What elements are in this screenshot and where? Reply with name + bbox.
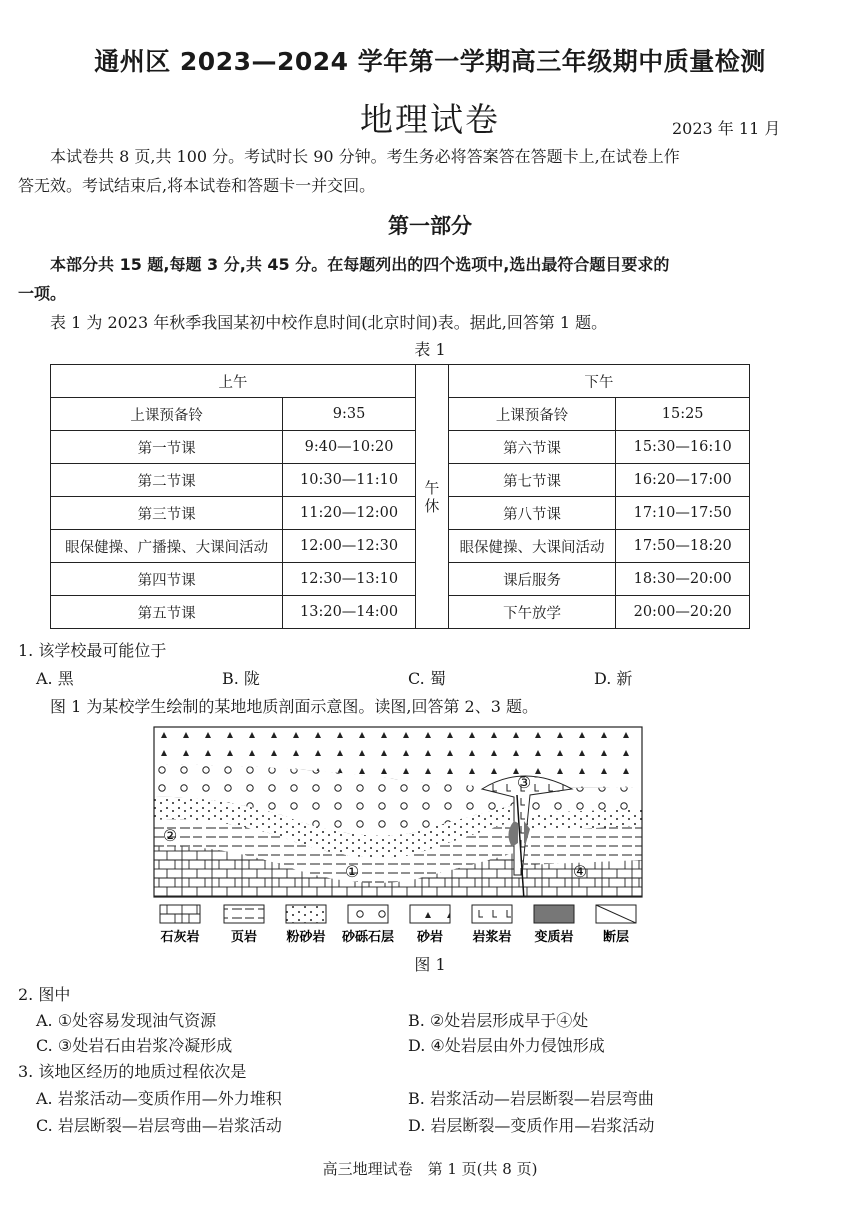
legend-siltstone-label: 粉砂岩 <box>286 930 326 945</box>
afternoon-time: 15:25 <box>616 398 750 431</box>
page-footer: 高三地理试卷 第 1 页(共 8 页) <box>322 1160 538 1178</box>
table-header-row <box>51 365 750 398</box>
morning-time: 11:20—12:00 <box>283 497 416 530</box>
afternoon-header: 下午 <box>448 365 749 398</box>
exam-date: 2023 年 11 月 <box>672 119 781 138</box>
q3-option-d: D. 岩层断裂—变质作用—岩浆活动 <box>408 1116 655 1135</box>
q1-option-c: C. 蜀 <box>408 669 446 688</box>
q1-stem: 1. 该学校最可能位于 <box>18 641 167 660</box>
morning-item: 第五节课 <box>51 596 283 629</box>
morning-item: 第三节课 <box>51 497 283 530</box>
instructions-line-1: 本试卷共 8 页,共 100 分。考试时长 90 分钟。考生务必将答案答在答题卡上,在试卷上作 <box>50 147 680 166</box>
label-4: ④ <box>572 862 588 881</box>
legend-metamorphic-label: 变质岩 <box>534 930 574 945</box>
q3-stem: 3. 该地区经历的地质过程依次是 <box>18 1062 247 1081</box>
afternoon-time: 20:00—20:20 <box>616 596 750 629</box>
afternoon-time: 16:20—17:00 <box>616 464 750 497</box>
table-row <box>51 398 750 431</box>
legend-fault-label: 断层 <box>602 930 630 945</box>
table-row <box>51 431 750 464</box>
legend-limestone-label: 石灰岩 <box>160 930 200 945</box>
figure-caption: 图 1 <box>414 955 446 974</box>
afternoon-time: 17:50—18:20 <box>616 530 750 563</box>
noon-label: 午休 <box>424 478 440 515</box>
label-2: ② <box>162 826 178 845</box>
table-row <box>51 596 750 629</box>
table-row <box>51 464 750 497</box>
morning-item: 第四节课 <box>51 563 283 596</box>
table-row <box>51 497 750 530</box>
afternoon-item: 眼保健操、大课间活动 <box>448 530 615 563</box>
q3-option-a: A. 岩浆活动—变质作用—外力堆积 <box>36 1089 282 1108</box>
legend-shale-label: 页岩 <box>230 930 258 945</box>
legend-gravel-label: 砂砾石层 <box>341 930 395 945</box>
q2-option-d: D. ④处岩层由外力侵蚀形成 <box>408 1036 605 1055</box>
legend-siltstone-swatch <box>286 905 326 923</box>
figure-intro: 图 1 为某校学生绘制的某地地质剖面示意图。读图,回答第 2、3 题。 <box>50 697 538 716</box>
q3-option-c: C. 岩层断裂—岩层弯曲—岩浆活动 <box>36 1116 282 1135</box>
schedule-table <box>50 364 750 629</box>
afternoon-item: 下午放学 <box>448 596 615 629</box>
shale-layer-right <box>524 825 642 865</box>
afternoon-time: 17:10—17:50 <box>616 497 750 530</box>
instructions-line-2: 答无效。考试结束后,将本试卷和答题卡一并交回。 <box>18 176 376 195</box>
q1-option-d: D. 新 <box>594 669 633 688</box>
geologic-section-figure <box>152 725 648 947</box>
table-caption: 表 1 <box>414 340 446 359</box>
morning-item: 上课预备铃 <box>51 398 283 431</box>
table-row <box>51 563 750 596</box>
q2-stem: 2. 图中 <box>18 985 71 1004</box>
legend-igneous-label: 岩浆岩 <box>472 930 512 945</box>
afternoon-item: 第八节课 <box>448 497 615 530</box>
legend-metamorphic-swatch <box>534 905 574 923</box>
q1-option-b: B. 陇 <box>222 669 260 688</box>
morning-item: 眼保健操、广播操、大课间活动 <box>51 530 283 563</box>
morning-item: 第二节课 <box>51 464 283 497</box>
afternoon-item: 课后服务 <box>448 563 615 596</box>
subject-title: 地理试卷 <box>360 100 500 139</box>
part-intro-line-1: 本部分共 15 题,每题 3 分,共 45 分。在每题列出的四个选项中,选出最符合题目要求的 <box>50 255 670 274</box>
table-intro: 表 1 为 2023 年秋季我国某初中校作息时间(北京时间)表。据此,回答第 1 题。 <box>50 313 608 332</box>
morning-time: 9:35 <box>283 398 416 431</box>
afternoon-time: 18:30—20:00 <box>616 563 750 596</box>
legend-sandstone-label: 砂岩 <box>416 930 444 945</box>
figure-legend <box>160 905 636 945</box>
label-1: ① <box>344 862 360 881</box>
morning-time: 9:40—10:20 <box>283 431 416 464</box>
q1-option-a: A. 黑 <box>36 669 74 688</box>
noon-break-cell <box>415 365 448 629</box>
morning-time: 12:30—13:10 <box>283 563 416 596</box>
afternoon-item: 第七节课 <box>448 464 615 497</box>
q3-option-b: B. 岩浆活动—岩层断裂—岩层弯曲 <box>408 1089 654 1108</box>
morning-header: 上午 <box>51 365 416 398</box>
afternoon-item: 第六节课 <box>448 431 615 464</box>
q2-option-c: C. ③处岩石由岩浆冷凝形成 <box>36 1036 233 1055</box>
morning-time: 12:00—12:30 <box>283 530 416 563</box>
legend-limestone-swatch <box>160 905 200 923</box>
table-row <box>51 530 750 563</box>
legend-sandstone-swatch <box>410 905 450 923</box>
q2-option-b: B. ②处岩层形成早于④处 <box>408 1011 589 1030</box>
morning-time: 13:20—14:00 <box>283 596 416 629</box>
q2-option-a: A. ①处容易发现油气资源 <box>36 1011 217 1030</box>
afternoon-item: 上课预备铃 <box>448 398 615 431</box>
afternoon-time: 15:30—16:10 <box>616 431 750 464</box>
legend-igneous-swatch <box>472 905 512 923</box>
part-intro-line-2: 一项。 <box>18 284 67 303</box>
exam-title: 通州区 2023—2024 学年第一学期高三年级期中质量检测 <box>94 47 766 76</box>
label-3: ③ <box>516 773 532 792</box>
legend-shale-swatch <box>224 905 264 923</box>
part-title: 第一部分 <box>388 214 472 238</box>
morning-time: 10:30—11:10 <box>283 464 416 497</box>
morning-item: 第一节课 <box>51 431 283 464</box>
legend-gravel-swatch <box>348 905 388 923</box>
